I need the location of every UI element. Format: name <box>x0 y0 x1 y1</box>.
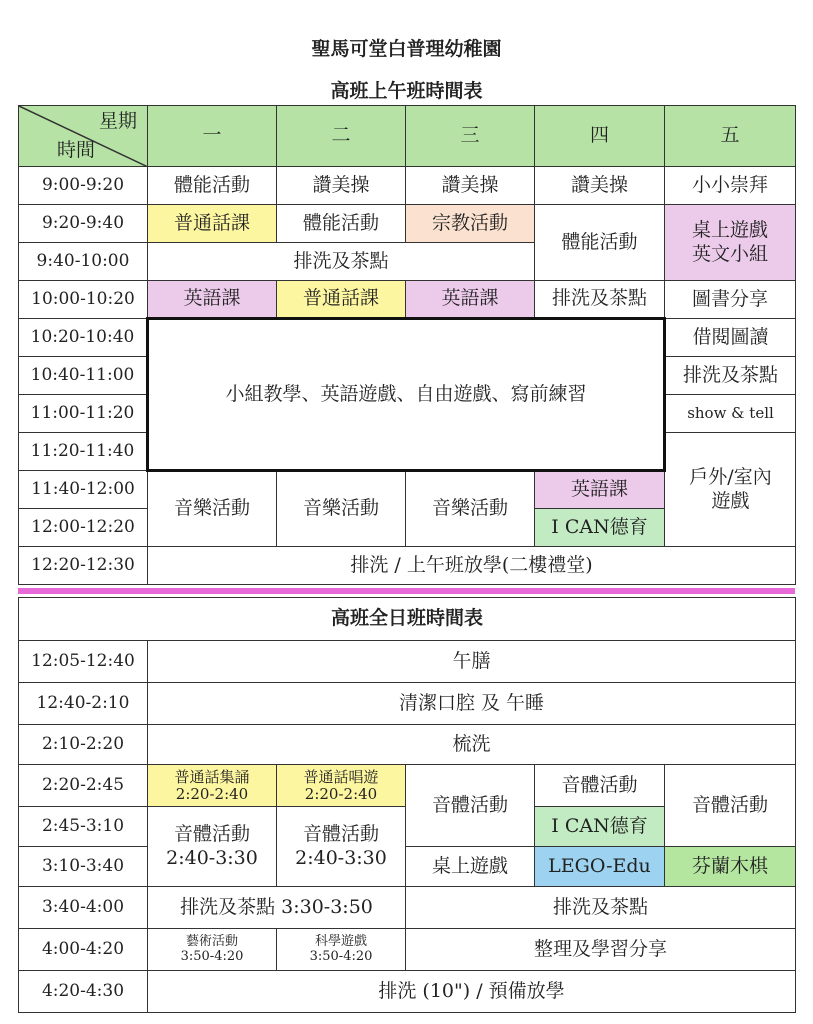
activity-cell <box>277 929 406 971</box>
time-cell: 10:00-10:20 <box>19 281 148 319</box>
activity-line: 科學遊戲 <box>314 933 367 949</box>
time-cell: 10:20-10:40 <box>19 319 148 357</box>
corner-header <box>19 106 148 167</box>
activity-cell: 排洗及茶點 3:30-3:50 <box>148 887 406 929</box>
activity-line: 普通話唱遊 <box>303 768 379 786</box>
day-header: 五 <box>665 106 796 167</box>
time-cell: 10:40-11:00 <box>19 357 148 395</box>
activity-line: 2:20-2:40 <box>175 784 249 803</box>
activity-cell <box>665 205 796 281</box>
time-cell: 4:00-4:20 <box>19 929 148 971</box>
activity-cell: 音體活動 <box>665 765 796 847</box>
time-cell: 4:20-4:30 <box>19 971 148 1013</box>
activity-line: 普通話集誦 <box>174 768 250 786</box>
section-divider <box>18 588 795 594</box>
time-cell: 2:20-2:45 <box>19 765 148 807</box>
activity-line: 遊戲 <box>711 489 750 512</box>
activity-cell: 體能活動 <box>148 167 277 205</box>
activity-cell <box>148 929 277 971</box>
activity-cell <box>665 433 796 547</box>
activity-cell: 排洗及茶點 <box>406 887 796 929</box>
activity-cell: 小小崇拜 <box>665 167 796 205</box>
time-cell: 12:20-12:30 <box>19 547 148 585</box>
activity-cell: 音樂活動 <box>148 471 277 547</box>
activity-cell: 排洗及茶點 <box>535 281 665 319</box>
time-cell: 12:00-12:20 <box>19 509 148 547</box>
time-cell: 2:45-3:10 <box>19 807 148 847</box>
activity-cell: 音樂活動 <box>277 471 406 547</box>
time-cell: 3:10-3:40 <box>19 847 148 887</box>
activity-cell: 芬蘭木棋 <box>665 847 796 887</box>
pm-table-title: 高班全日班時間表 <box>19 598 796 641</box>
activity-cell: 宗教活動 <box>406 205 535 243</box>
time-cell: 9:20-9:40 <box>19 205 148 243</box>
activity-cell: 英語課 <box>406 281 535 319</box>
time-cell: 3:40-4:00 <box>19 887 148 929</box>
time-cell: 2:10-2:20 <box>19 725 148 765</box>
activity-line: 桌上遊戲 <box>691 218 768 241</box>
activity-cell: 體能活動 <box>277 205 406 243</box>
time-cell: 12:40-2:10 <box>19 683 148 725</box>
activity-cell: 英語課 <box>535 471 665 509</box>
activity-cell: 整理及學習分享 <box>406 929 796 971</box>
activity-cell: 借閱圖讀 <box>665 319 796 357</box>
activity-cell <box>148 807 277 887</box>
activity-cell: LEGO-Edu <box>535 847 665 887</box>
activity-line: 藝術活動 <box>185 933 238 949</box>
activity-line: 戶外/室內 <box>689 465 772 488</box>
activity-cell: show & tell <box>665 395 796 433</box>
time-cell: 11:20-11:40 <box>19 433 148 471</box>
activity-line: 3:50-4:20 <box>180 948 244 964</box>
activity-cell: 普通話課 <box>148 205 277 243</box>
activity-cell: 音樂活動 <box>406 471 535 547</box>
corner-time-label: 時間 <box>57 139 96 162</box>
day-header: 二 <box>277 106 406 167</box>
activity-line: 2:40-3:30 <box>295 846 387 869</box>
day-header: 三 <box>406 106 535 167</box>
activity-cell: 排洗 (10") / 預備放學 <box>148 971 796 1013</box>
activity-cell: 圖書分享 <box>665 281 796 319</box>
am-timetable <box>18 105 796 585</box>
activity-cell: 梳洗 <box>148 725 796 765</box>
school-name: 聖馬可堂白普理幼稚園 <box>311 38 502 60</box>
activity-cell <box>277 765 406 807</box>
activity-cell: 小組教學、英語遊戲、自由遊戲、寫前練習 <box>148 319 665 471</box>
activity-line: 2:40-3:30 <box>166 846 258 869</box>
time-cell: 11:00-11:20 <box>19 395 148 433</box>
activity-cell: 音體活動 <box>406 765 535 847</box>
activity-cell: 讚美操 <box>277 167 406 205</box>
activity-cell: 讚美操 <box>406 167 535 205</box>
activity-cell: 讚美操 <box>535 167 665 205</box>
activity-cell: I CAN德育 <box>535 807 665 847</box>
activity-line: 音體活動 <box>173 822 250 845</box>
activity-line: 音體活動 <box>302 822 379 845</box>
activity-cell: 清潔口腔 及 午睡 <box>148 683 796 725</box>
am-table-title: 高班上午班時間表 <box>330 80 483 102</box>
activity-cell: 午膳 <box>148 641 796 683</box>
time-cell: 12:05-12:40 <box>19 641 148 683</box>
activity-cell: 桌上遊戲 <box>406 847 535 887</box>
activity-cell: 排洗及茶點 <box>665 357 796 395</box>
activity-cell: I CAN德育 <box>535 509 665 547</box>
activity-cell <box>148 765 277 807</box>
activity-line: 英文小組 <box>691 242 768 265</box>
activity-cell: 音體活動 <box>535 765 665 807</box>
activity-line: 3:50-4:20 <box>309 948 373 964</box>
activity-cell: 體能活動 <box>535 205 665 281</box>
day-header: 四 <box>535 106 665 167</box>
activity-cell: 排洗 / 上午班放學(二樓禮堂) <box>148 547 796 585</box>
activity-cell: 普通話課 <box>277 281 406 319</box>
time-cell: 9:40-10:00 <box>19 243 148 281</box>
activity-cell <box>277 807 406 887</box>
activity-cell: 排洗及茶點 <box>148 243 535 281</box>
time-cell: 9:00-9:20 <box>19 167 148 205</box>
time-cell: 11:40-12:00 <box>19 471 148 509</box>
activity-cell: 英語課 <box>148 281 277 319</box>
pm-timetable <box>18 597 796 1013</box>
day-header: 一 <box>148 106 277 167</box>
corner-day-label: 星期 <box>98 110 137 132</box>
activity-line: 2:20-2:40 <box>304 784 378 803</box>
